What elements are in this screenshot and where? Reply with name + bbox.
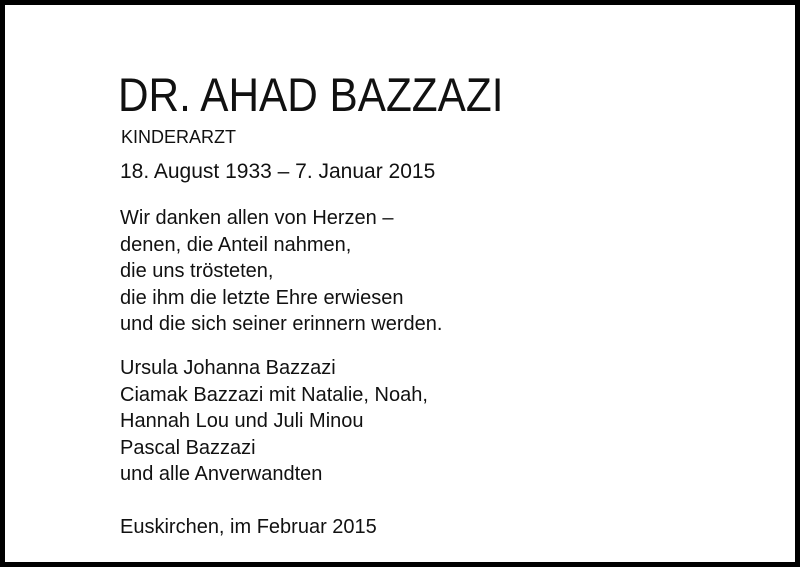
family-signatures [120,355,428,488]
family-line: Ursula Johanna Bazzazi [120,357,336,379]
family-line: und alle Anverwandten [120,463,323,486]
family-line: Ciamak Bazzazi mit Natalie, Noah, [120,383,428,406]
verse-line: Wir danken allen von Herzen – [120,207,394,229]
family-line: Hannah Lou und Juli Minou [120,410,364,433]
verse-line: die uns trösteten, [120,260,274,283]
deceased-name: DR. AHAD BAZZAZI [118,68,504,121]
life-dates: 18. August 1933 – 7. Januar 2015 [120,160,436,183]
family-line: Pascal Bazzazi [120,436,256,459]
verse-line: die ihm die letzte Ehre erwiesen [120,286,404,309]
verse-line: denen, die Anteil nahmen, [120,233,352,256]
thanks-verse [120,205,442,338]
place-and-date: Euskirchen, im Februar 2015 [120,516,377,538]
profession-label: KINDERARZT [121,127,237,147]
verse-line: und die sich seiner erinnern werden. [120,313,443,336]
